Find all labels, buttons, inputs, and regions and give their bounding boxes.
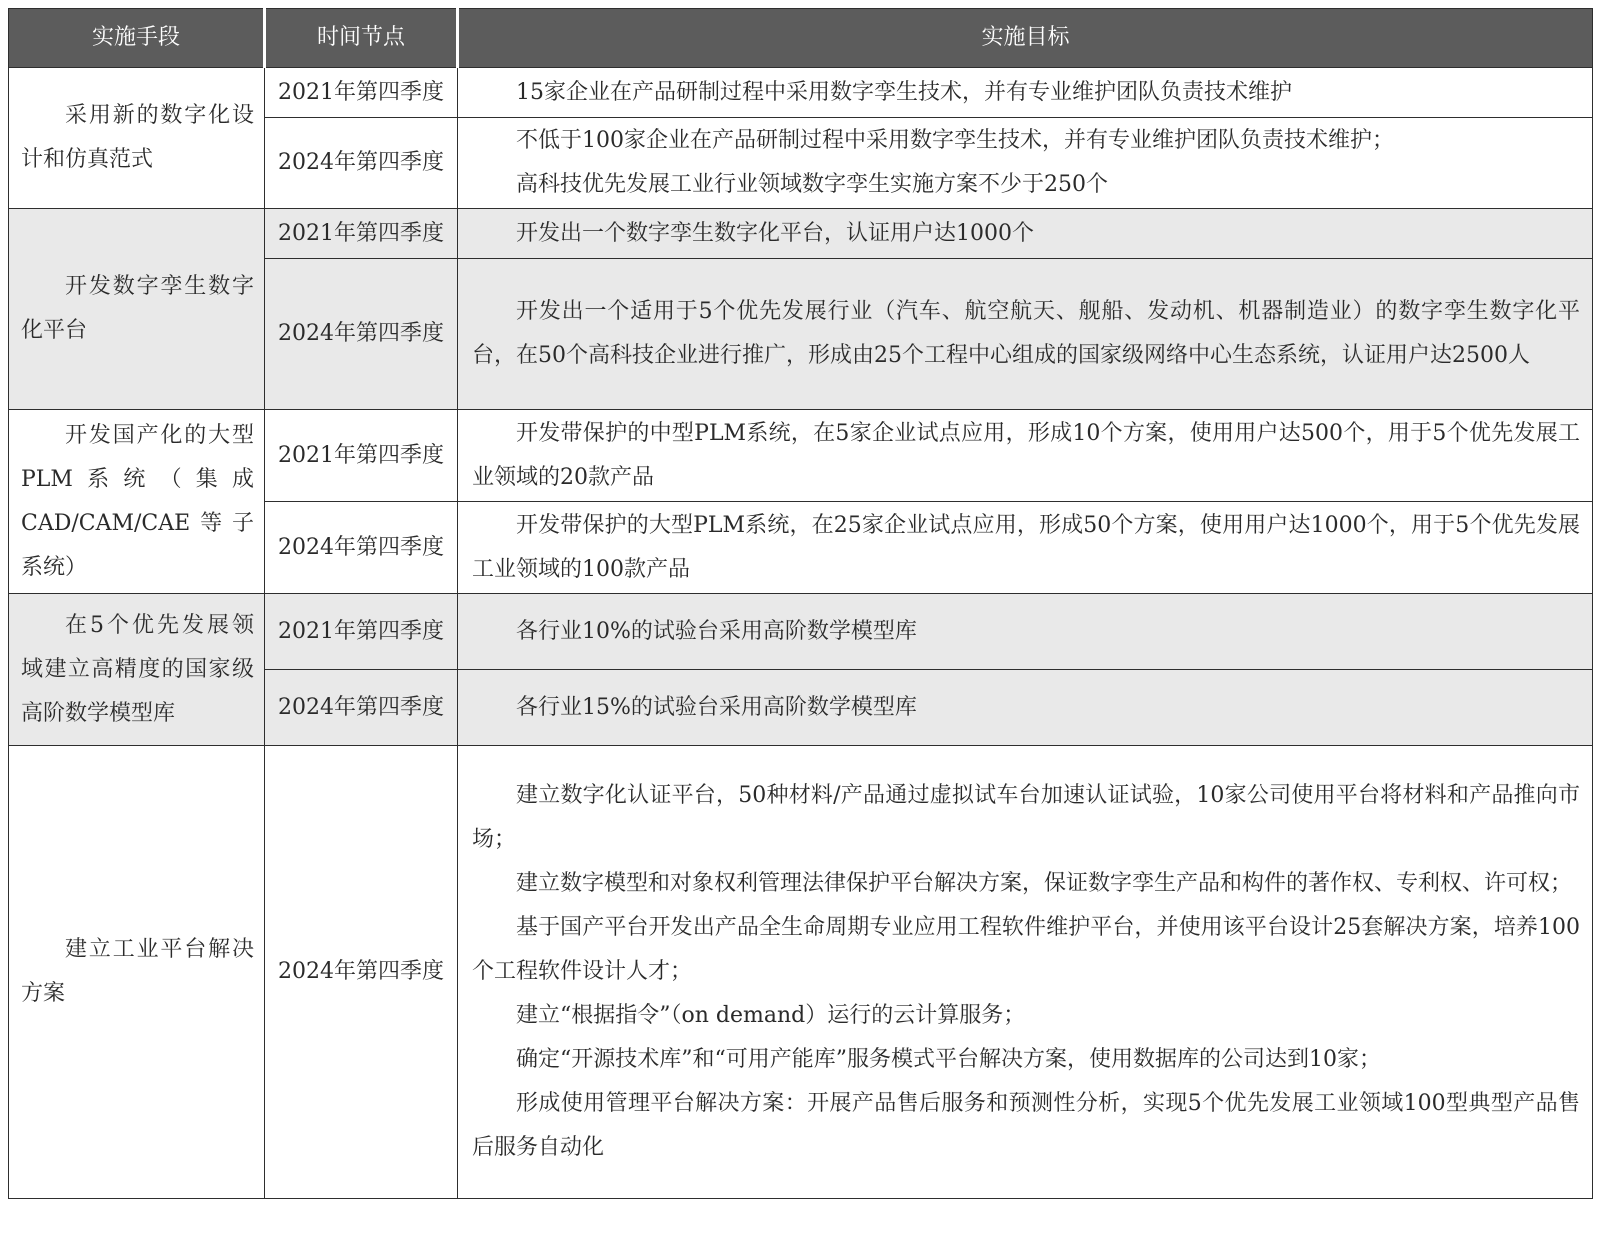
table-header-row (9, 9, 1593, 68)
table-row (9, 209, 1593, 259)
table-row (9, 594, 1593, 670)
goal-text: 基于国产平台开发出产品全生命周期专业应用工程软件维护平台，并使用该平台设计25套解决方案，培养100个工程软件设计人才； (472, 915, 1580, 984)
goal-text: 各行业15%的试验台采用高阶数学模型库 (516, 694, 917, 720)
time-cell: 2021年第四季度 (265, 594, 458, 670)
goal-text: 开发带保护的大型PLM系统，在25家企业试点应用，形成50个方案，使用用户达1000个，用于5个优先发展工业领域的100款产品 (472, 512, 1580, 582)
time-cell: 2024年第四季度 (265, 118, 458, 209)
goal-text: 开发带保护的中型PLM系统，在5家企业试点应用，形成10个方案，使用用户达500个，用于5个优先发展工业领域的20款产品 (472, 420, 1580, 490)
goal-cell (458, 209, 1593, 259)
goal-cell (458, 594, 1593, 670)
goal-text: 建立“根据指令”（on demand）运行的云计算服务； (516, 1003, 1026, 1028)
goal-text: 开发出一个数字孪生数字化平台，认证用户达1000个 (516, 220, 1034, 246)
goal-cell (458, 118, 1593, 209)
header-time: 时间节点 (265, 9, 458, 68)
time-cell: 2021年第四季度 (265, 68, 458, 118)
goal-cell (458, 259, 1593, 410)
header-goal: 实施目标 (458, 9, 1593, 68)
goal-cell (458, 746, 1593, 1199)
means-cell: 建立工业平台解决方案 (9, 746, 265, 1199)
table-row (9, 746, 1593, 1199)
time-cell: 2024年第四季度 (265, 502, 458, 594)
goal-text: 15家企业在产品研制过程中采用数字孪生技术，并有专业维护团队负责技术维护 (516, 79, 1292, 105)
goal-text: 形成使用管理平台解决方案：开展产品售后服务和预测性分析，实现5个优先发展工业领域100型典型产品售后服务自动化 (472, 1091, 1580, 1160)
time-cell: 2024年第四季度 (265, 746, 458, 1199)
goal-text: 建立数字模型和对象权利管理法律保护平台解决方案，保证数字孪生产品和构件的著作权、专利权、许可权； (516, 871, 1573, 896)
means-cell: 采用新的数字化设计和仿真范式 (9, 68, 265, 209)
implementation-table (8, 8, 1593, 1199)
goal-cell (458, 670, 1593, 746)
means-cell: 开发国产化的大型PLM系统（集成CAD/CAM/CAE等子系统） (9, 410, 265, 594)
time-cell: 2024年第四季度 (265, 259, 458, 410)
means-cell: 在5个优先发展领域建立高精度的国家级高阶数学模型库 (9, 594, 265, 746)
goal-text: 建立数字化认证平台，50种材料/产品通过虚拟试车台加速认证试验，10家公司使用平台将材料和产品推向市场； (472, 783, 1580, 852)
goal-text: 不低于100家企业在产品研制过程中采用数字孪生技术，并有专业维护团队负责技术维护； (516, 128, 1394, 153)
goal-text: 开发出一个适用于5个优先发展行业（汽车、航空航天、舰船、发动机、机器制造业）的数字孪生数字化平台，在50个高科技企业进行推广，形成由25个工程中心组成的国家级网络中心生态系统，认证用户达2500人 (472, 299, 1580, 368)
goal-text: 确定“开源技术库”和“可用产能库”服务模式平台解决方案，使用数据库的公司达到10家； (516, 1047, 1381, 1072)
goal-cell (458, 502, 1593, 594)
table-row (9, 68, 1593, 118)
header-means: 实施手段 (9, 9, 265, 68)
time-cell: 2021年第四季度 (265, 410, 458, 502)
means-cell: 开发数字孪生数字化平台 (9, 209, 265, 410)
goal-text: 高科技优先发展工业行业领域数字孪生实施方案不少于250个 (516, 172, 1108, 197)
goal-text: 各行业10%的试验台采用高阶数学模型库 (516, 618, 917, 644)
goal-cell (458, 410, 1593, 502)
time-cell: 2024年第四季度 (265, 670, 458, 746)
table-row (9, 410, 1593, 502)
goal-cell (458, 68, 1593, 118)
time-cell: 2021年第四季度 (265, 209, 458, 259)
